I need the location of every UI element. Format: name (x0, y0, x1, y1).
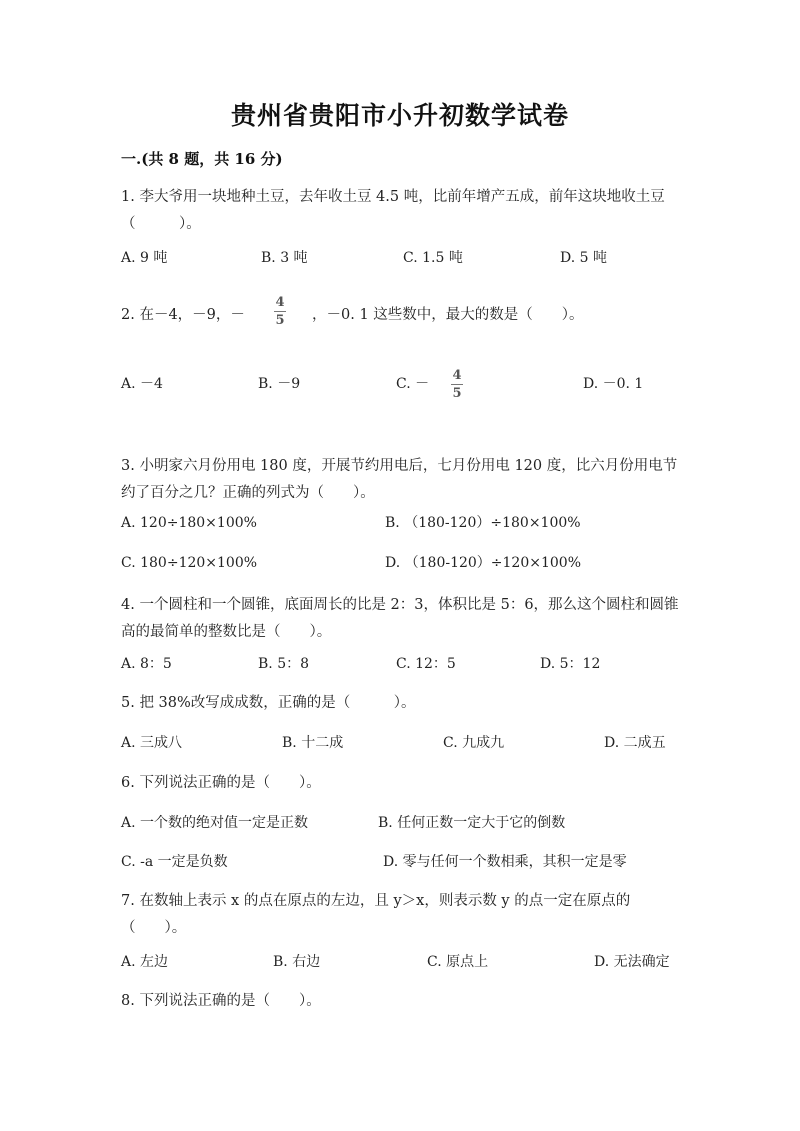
question-1-stem: 1. 李大爷用一块地种土豆，去年收土豆 4.5 吨，比前年增产五成，前年这块地收土豆（ ）。 (121, 189, 665, 232)
question-7-option-b: B. 右边 (273, 954, 321, 970)
question-8-stem: 8. 下列说法正确的是（ ）。 (121, 993, 321, 1009)
fraction-numerator: 4 (275, 295, 285, 310)
question-2-fraction (274, 295, 286, 328)
question-1-option-a: A. 9 吨 (121, 250, 168, 266)
question-2-stem-start: 2. 在－4，－9，－ (121, 307, 245, 323)
question-2-option-b: B. －9 (258, 376, 301, 392)
fraction-denominator: 5 (275, 313, 285, 328)
question-4-stem: 4. 一个圆柱和一个圆锥，底面周长的比是 2：3，体积比是 5：6，那么这个圆柱和圆锥高的最简单的整数比是（ ）。 (121, 597, 679, 640)
question-1-option-c: C. 1.5 吨 (403, 250, 463, 266)
section-heading: 一.(共 8 题，共 16 分) (121, 150, 283, 168)
question-7-stem: 7. 在数轴上表示 x 的点在原点的左边，且 y＞x，则表示数 y 的点一定在原点的（ ）。 (121, 893, 631, 936)
question-2-option-a: A. －4 (121, 376, 163, 392)
question-7-option-d: D. 无法确定 (594, 954, 670, 970)
question-6-option-c: C. -a 一定是负数 (121, 854, 228, 870)
question-4-option-a: A. 8：5 (121, 656, 172, 672)
question-4-option-c: C. 12：5 (396, 656, 456, 672)
fraction-bar (274, 311, 286, 312)
question-5-option-a: A. 三成八 (121, 735, 183, 751)
question-4-option-b: B. 5：8 (258, 656, 310, 672)
question-2-option-c: C. － (396, 376, 430, 392)
question-2-option-c-fraction (451, 368, 463, 401)
question-7-option-c: C. 原点上 (427, 954, 489, 970)
fraction-numerator: 4 (452, 368, 462, 383)
fraction-denominator: 5 (452, 386, 462, 401)
question-5-option-c: C. 九成九 (443, 735, 505, 751)
question-2-option-d: D. －0. 1 (583, 376, 644, 392)
question-6-option-d: D. 零与任何一个数相乘，其积一定是零 (383, 854, 627, 870)
question-5-stem: 5. 把 38%改写成成数，正确的是（ ）。 (121, 695, 416, 711)
question-6-stem: 6. 下列说法正确的是（ ）。 (121, 775, 321, 791)
fraction-bar (451, 384, 463, 385)
question-4-option-d: D. 5：12 (540, 656, 601, 672)
exam-title: 贵州省贵阳市小升初数学试卷 (230, 101, 569, 130)
question-3-option-a: A. 120÷180×100% (121, 515, 257, 531)
question-6-option-a: A. 一个数的绝对值一定是正数 (121, 815, 309, 831)
question-6-option-b: B. 任何正数一定大于它的倒数 (378, 815, 566, 831)
question-3-stem: 3. 小明家六月份用电 180 度，开展节约用电后，七月份用电 120 度，比六月份用电节约了百分之几？正确的列式为（ ）。 (121, 458, 678, 501)
question-3-option-d: D. （180-120）÷120×100% (385, 555, 582, 571)
question-3-option-c: C. 180÷120×100% (121, 555, 258, 571)
question-2-stem-end: ，－0. 1 这些数中，最大的数是（ ）。 (312, 307, 584, 323)
question-3-option-b: B. （180-120）÷180×100% (385, 515, 581, 531)
question-7-option-a: A. 左边 (121, 954, 169, 970)
question-1-option-d: D. 5 吨 (560, 250, 607, 266)
question-5-option-d: D. 二成五 (604, 735, 666, 751)
question-5-option-b: B. 十二成 (282, 735, 344, 751)
question-1-option-b: B. 3 吨 (261, 250, 308, 266)
